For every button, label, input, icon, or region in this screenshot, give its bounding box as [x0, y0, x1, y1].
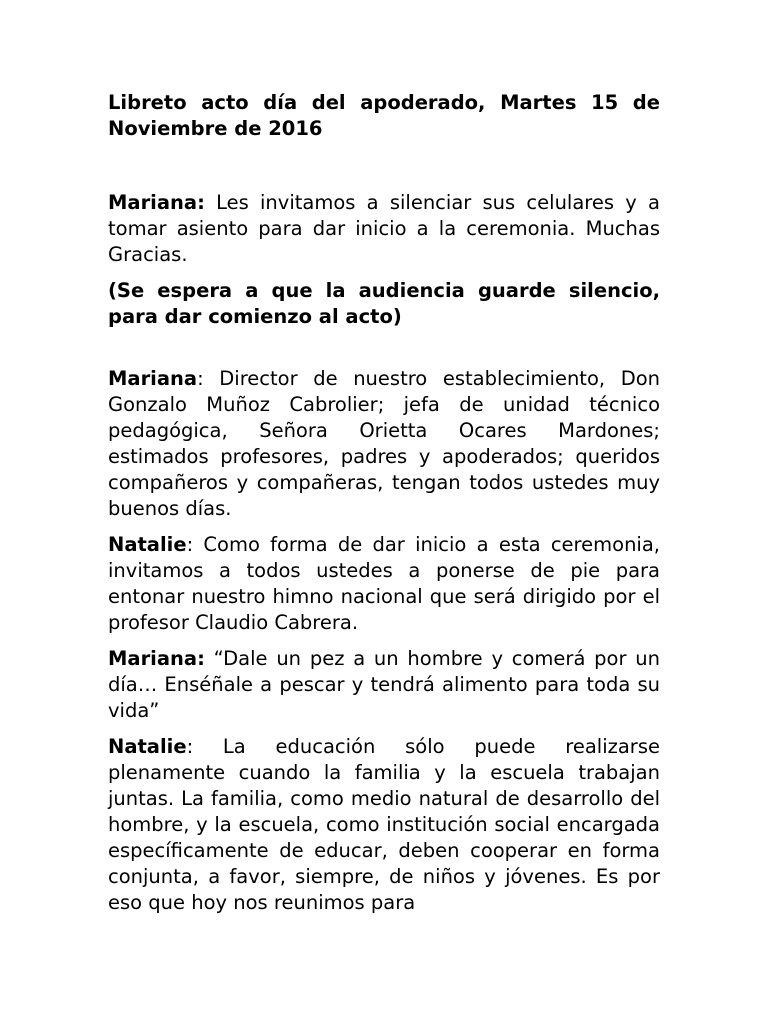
paragraph-mariana-quote	[108, 646, 660, 724]
speaker-name: Mariana:	[108, 647, 205, 670]
speaker-name: Natalie	[108, 735, 187, 758]
paragraph-natalie-education	[108, 734, 660, 916]
spacer	[108, 142, 660, 190]
paragraph-text: : La educación sólo puede realizarse plenamente cuando la familia y la escuela trabajan juntas. La familia, como medio natural de desarrollo del hombre, y la escuela, como institución social encargada específicamente de educar, deben cooperar en forma conjunta, a favor, siempre, de niños y jóvenes. Es por eso que hoy nos reunimos para	[108, 735, 660, 914]
paragraph-mariana-greeting	[108, 366, 660, 522]
paragraph-text: : Director de nuestro establecimiento, Don Gonzalo Muñoz Cabrolier; jefa de unidad técnico pedagógica, Señora Orietta Ocares Mardones; estimados profesores, padres y apoderados; queridos compañeros y compañeras, tengan todos ustedes muy buenos días.	[108, 367, 660, 520]
speaker-name: Mariana:	[108, 191, 205, 214]
document-page	[108, 90, 660, 916]
document-title: Libreto acto día del apoderado, Martes 15 de Noviembre de 2016	[108, 91, 660, 140]
paragraph-text: : Como forma de dar inicio a esta ceremonia, invitamos a todos ustedes a ponerse de pie para entonar nuestro himno nacional que será dirigido por el profesor Claudio Cabrera.	[108, 533, 660, 634]
spacer	[108, 268, 660, 278]
speaker-name: Mariana	[108, 367, 198, 390]
spacer	[108, 636, 660, 646]
spacer	[108, 522, 660, 532]
paragraph-text: Les invitamos a silenciar sus celulares y a tomar asiento para dar inicio a la ceremonia. Muchas Gracias.	[108, 191, 660, 266]
spacer	[108, 330, 660, 366]
stage-direction: (Se espera a que la audiencia guarde silencio, para dar comienzo al acto)	[108, 279, 660, 328]
paragraph-mariana-welcome	[108, 190, 660, 268]
speaker-name: Natalie	[108, 533, 187, 556]
spacer	[108, 724, 660, 734]
paragraph-natalie-anthem	[108, 532, 660, 636]
paragraph-text: “Dale un pez a un hombre y comerá por un día… Enséñale a pescar y tendrá alimento para toda su vida”	[108, 647, 660, 722]
